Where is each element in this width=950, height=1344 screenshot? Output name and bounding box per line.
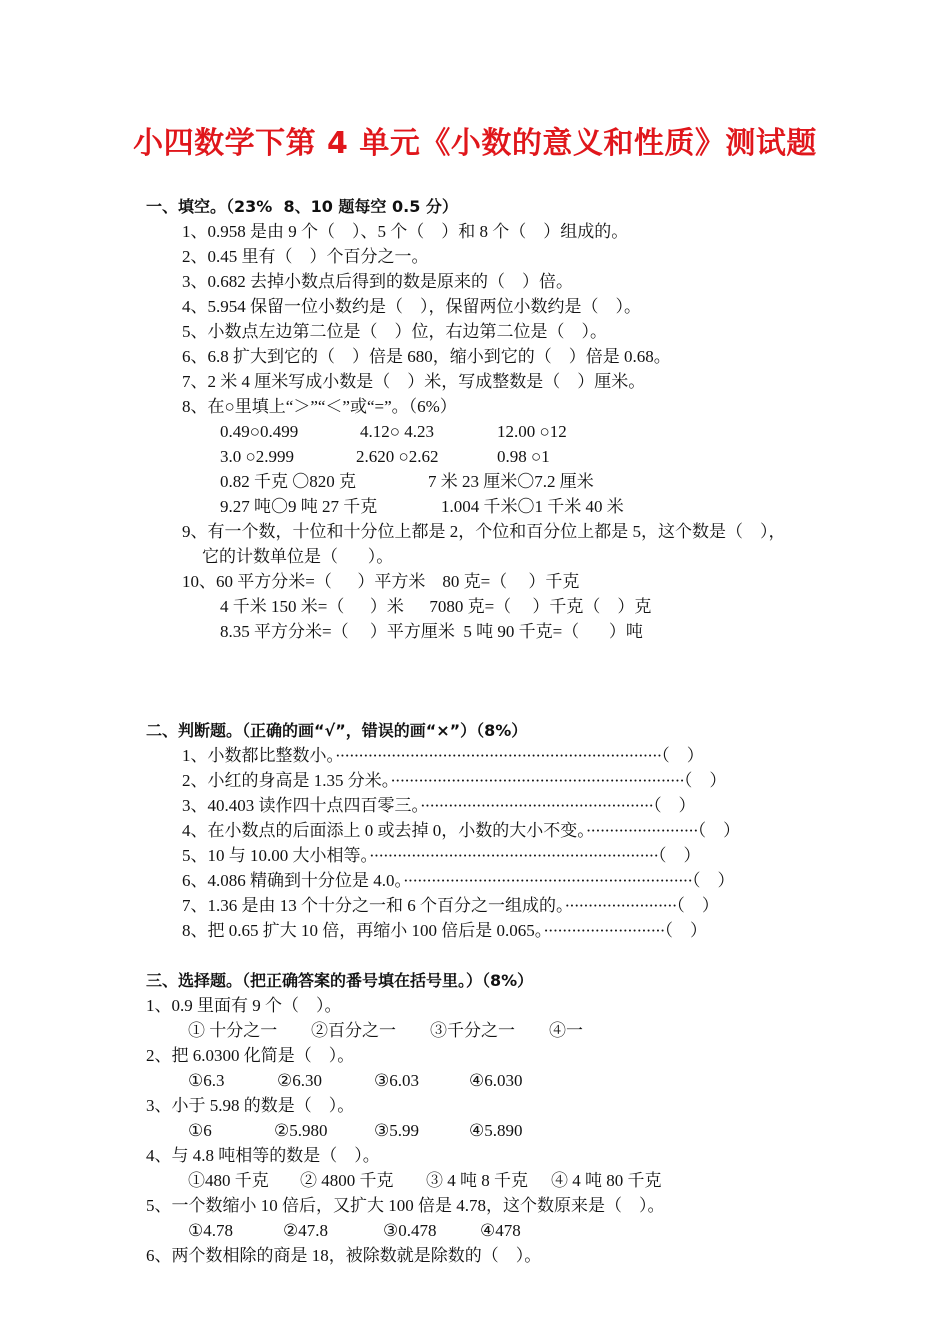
question-line: 9、有一个数，十位和十分位上都是 2，个位和百分位上都是 5，这个数是（ ）， [182, 522, 786, 541]
judge-text: 5、10 与 10.00 大小相等。 [182, 846, 369, 865]
choice-question: 6、两个数相除的商是 18，被除数就是除数的（ ）。 [146, 1246, 542, 1265]
choice-option: ④5.890 [469, 1121, 523, 1140]
choice-option: ②百分之一 [311, 1021, 396, 1040]
section3-heading: 三、选择题。（把正确答案的番号填在括号里。）（8%） [146, 971, 534, 990]
judge-text: 1、小数都比整数小。 [182, 746, 335, 765]
choice-option: ① 十分之一 [188, 1021, 278, 1040]
choice-option: ③0.478 [383, 1221, 437, 1240]
answer-paren: （ ） [653, 796, 696, 815]
compare-item: 1.004 千米〇1 千米 40 米 [441, 497, 624, 516]
answer-paren: （ ） [661, 746, 704, 765]
choice-option: ④ 4 吨 80 千克 [551, 1171, 662, 1190]
question-line: 8、在○里填上“＞”“＜”或“=”。（6%） [182, 397, 457, 416]
leader-dots: ······································································ [335, 746, 662, 765]
choice-option: ② 4800 千克 [300, 1171, 394, 1190]
judge-item [182, 845, 701, 867]
compare-item: 0.49○0.499 [220, 422, 299, 441]
answer-paren: （ ） [676, 896, 719, 915]
choice-option: ③6.03 [374, 1071, 419, 1090]
choice-question: 2、把 6.0300 化简是（ ）。 [146, 1046, 355, 1065]
leader-dots: ······························································ [403, 871, 692, 890]
choice-question: 5、一个数缩小 10 倍后，又扩大 100 倍是 4.78，这个数原来是（ ）。 [146, 1196, 665, 1215]
compare-item: 0.82 千克 〇820 克 [220, 472, 356, 491]
choice-option: ①480 千克 [188, 1171, 269, 1190]
question-line: 8.35 平方分米=（ ）平方厘米 5 吨 90 千克=（ ）吨 [220, 622, 643, 641]
judge-item [182, 870, 735, 892]
compare-item: 4.12○ 4.23 [360, 422, 435, 441]
question-line: 3、0.682 去掉小数点后得到的数是原来的（ ）倍。 [182, 272, 573, 291]
choice-option: ④一 [549, 1021, 583, 1040]
judge-text: 3、40.403 读作四十点四百零三。 [182, 796, 420, 815]
judge-item [182, 895, 719, 917]
section2-heading: 二、判断题。（正确的画“√”，错误的画“×”）（8%） [146, 721, 528, 740]
question-line: 6、6.8 扩大到它的（ ）倍是 680，缩小到它的（ ）倍是 0.68。 [182, 347, 671, 366]
judge-text: 4、在小数点的后面添上 0 或去掉 0，小数的大小不变。 [182, 821, 586, 840]
answer-paren: （ ） [692, 871, 735, 890]
answer-paren: （ ） [664, 921, 707, 940]
leader-dots: ······························································ [369, 846, 658, 865]
answer-paren: （ ） [697, 821, 741, 840]
leader-dots: ························ [564, 896, 677, 915]
compare-item: 12.00 ○12 [497, 422, 567, 441]
answer-paren: （ ） [658, 846, 701, 865]
judge-item [182, 770, 726, 792]
choice-option: ④478 [480, 1221, 521, 1240]
leader-dots: ························ [585, 821, 698, 840]
judge-text: 7、1.36 是由 13 个十分之一和 6 个百分之一组成的。 [182, 896, 565, 915]
answer-paren: （ ） [683, 771, 727, 790]
question-line: 2、0.45 里有（ ）个百分之一。 [182, 247, 429, 266]
compare-item: 2.620 ○2.62 [356, 447, 439, 466]
judge-item [182, 920, 707, 942]
choice-option: ①6 [188, 1121, 212, 1140]
question-line: 1、0.958 是由 9 个（ ）、5 个（ ）和 8 个（ ）组成的。 [182, 222, 629, 241]
compare-item: 0.98 ○1 [497, 447, 550, 466]
question-line: 4 千米 150 米=（ ）米 7080 克=（ ）千克（ ）克 [220, 597, 652, 616]
page-title: 小四数学下第 4 单元《小数的意义和性质》测试题 [133, 126, 817, 161]
choice-option: ④6.030 [469, 1071, 523, 1090]
choice-option: ②47.8 [283, 1221, 328, 1240]
question-line: 10、60 平方分米=（ ）平方米 80 克=（ ）千克 [182, 572, 580, 591]
question-line: 5、小数点左边第二位是（ ）位，右边第二位是（ ）。 [182, 322, 607, 341]
question-line: 4、5.954 保留一位小数约是（ ），保留两位小数约是（ ）。 [182, 297, 641, 316]
judge-text: 8、把 0.65 扩大 10 倍，再缩小 100 倍后是 0.065。 [182, 921, 544, 940]
choice-option: ③ 4 吨 8 千克 [426, 1171, 528, 1190]
judge-item [182, 795, 696, 817]
judge-text: 6、4.086 精确到十分位是 4.0。 [182, 871, 403, 890]
compare-item: 7 米 23 厘米〇7.2 厘米 [428, 472, 594, 491]
question-line: 它的计数单位是（ ）。 [202, 547, 394, 566]
choice-question: 3、小于 5.98 的数是（ ）。 [146, 1096, 355, 1115]
choice-question: 4、与 4.8 吨相等的数是（ ）。 [146, 1146, 380, 1165]
choice-question: 1、0.9 里面有 9 个（ ）。 [146, 996, 342, 1015]
question-line: 7、2 米 4 厘米写成小数是（ ）米，写成整数是（ ）厘米。 [182, 372, 646, 391]
leader-dots: ·························· [543, 921, 665, 940]
compare-item: 9.27 吨〇9 吨 27 千克 [220, 497, 378, 516]
leader-dots: ·················································· [420, 796, 654, 815]
choice-option: ②5.980 [274, 1121, 328, 1140]
judge-text: 2、小红的身高是 1.35 分米。 [182, 771, 391, 790]
judge-item [182, 745, 704, 767]
judge-item [182, 820, 740, 842]
choice-option: ②6.30 [277, 1071, 322, 1090]
leader-dots: ······························································· [390, 771, 684, 790]
section1-heading: 一、填空。（23% 8、10 题每空 0.5 分） [146, 197, 458, 216]
choice-option: ①4.78 [188, 1221, 233, 1240]
choice-option: ③千分之一 [430, 1021, 515, 1040]
choice-option: ①6.3 [188, 1071, 225, 1090]
compare-item: 3.0 ○2.999 [220, 447, 295, 466]
choice-option: ③5.99 [374, 1121, 419, 1140]
